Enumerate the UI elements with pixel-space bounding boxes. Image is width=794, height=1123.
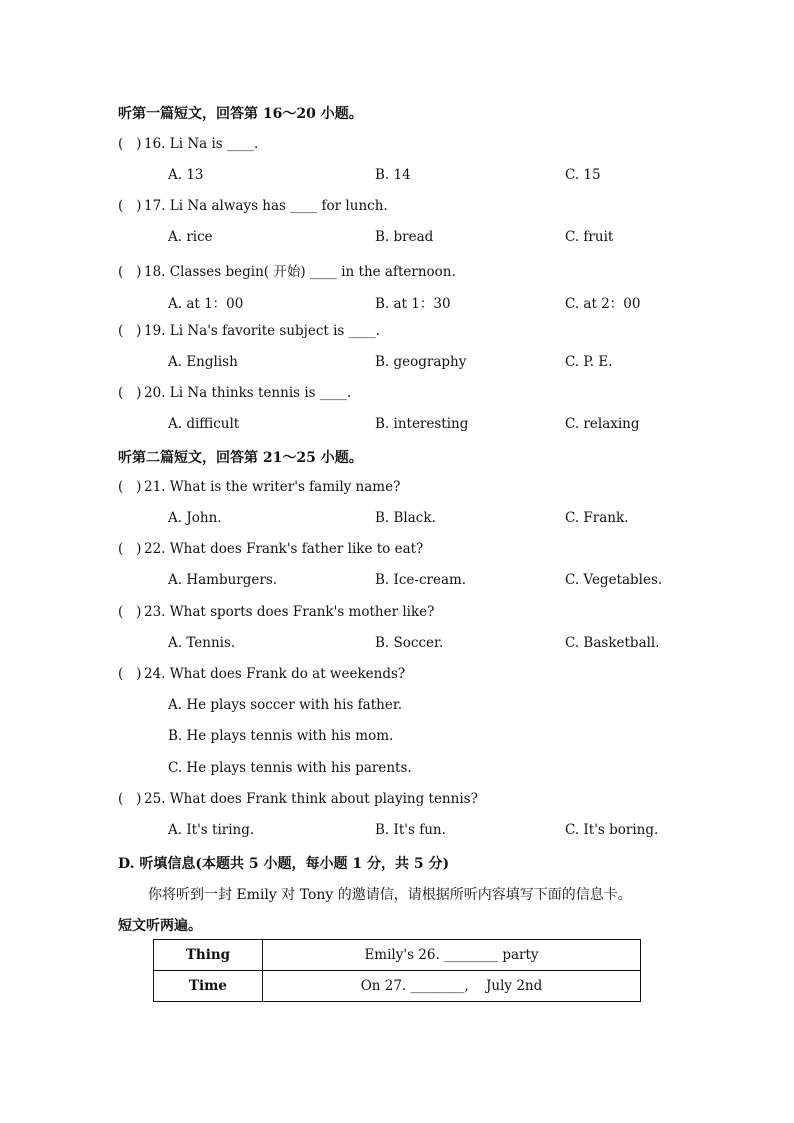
q17-option-b: B. bread bbox=[375, 229, 434, 245]
question-24 bbox=[118, 666, 405, 682]
answer-bracket: ( ) bbox=[118, 136, 142, 152]
q18-option-b: B. at 1：30 bbox=[375, 296, 451, 312]
info-card-table bbox=[153, 939, 641, 1002]
answer-bracket: ( ) bbox=[118, 385, 142, 401]
q21-option-c: C. Frank. bbox=[565, 510, 629, 526]
q23-option-a: A. Tennis. bbox=[168, 635, 236, 651]
question-20 bbox=[118, 385, 351, 401]
question-text: 25. What does Frank think about playing tennis? bbox=[144, 791, 478, 807]
q22-option-a: A. Hamburgers. bbox=[168, 572, 278, 588]
question-25 bbox=[118, 791, 478, 807]
question-18 bbox=[118, 260, 456, 280]
section2-heading: 听第二篇短文，回答第 21～25 小题。 bbox=[118, 450, 363, 466]
answer-bracket: ( ) bbox=[118, 479, 142, 495]
q24-option-b: B. He plays tennis with his mom. bbox=[168, 728, 394, 744]
q18-option-c: C. at 2：00 bbox=[565, 296, 641, 312]
q16-option-a: A. 13 bbox=[168, 167, 204, 183]
question-22 bbox=[118, 541, 423, 557]
q21-option-a: A. John. bbox=[168, 510, 222, 526]
q22-option-b: B. Ice-cream. bbox=[375, 572, 467, 588]
question-text: 20. Li Na thinks tennis is ____. bbox=[144, 385, 352, 401]
question-text: 22. What does Frank's father like to eat? bbox=[144, 541, 424, 557]
table-row bbox=[154, 971, 641, 1002]
question-16 bbox=[118, 136, 258, 152]
question-17 bbox=[118, 198, 388, 214]
answer-bracket: ( ) bbox=[118, 666, 142, 682]
question-text: 24. What does Frank do at weekends? bbox=[144, 666, 406, 682]
answer-bracket: ( ) bbox=[118, 604, 142, 620]
answer-bracket: ( ) bbox=[118, 791, 142, 807]
q18-option-a: A. at 1：00 bbox=[168, 296, 244, 312]
row-label-time: Time bbox=[154, 971, 263, 1002]
q21-option-b: B. Black. bbox=[375, 510, 436, 526]
question-text: 18. Classes begin( 开始) ____ in the afternoon. bbox=[144, 264, 456, 280]
q20-option-c: C. relaxing bbox=[565, 416, 640, 432]
sectionD-heading: D. 听填信息(本题共 5 小题，每小题 1 分，共 5 分) bbox=[118, 856, 450, 872]
sectionD-instruction: 你将听到一封 Emily 对 Tony 的邀请信，请根据所听内容填写下面的信息卡。 bbox=[148, 887, 632, 903]
question-text: 19. Li Na's favorite subject is ____. bbox=[144, 323, 380, 339]
q25-option-b: B. It's fun. bbox=[375, 822, 446, 838]
q22-option-c: C. Vegetables. bbox=[565, 572, 663, 588]
section1-heading: 听第一篇短文，回答第 16～20 小题。 bbox=[118, 106, 363, 122]
q25-option-c: C. It's boring. bbox=[565, 822, 659, 838]
q19-option-a: A. English bbox=[168, 354, 238, 370]
question-text: 16. Li Na is ____. bbox=[144, 136, 259, 152]
q17-option-a: A. rice bbox=[168, 229, 213, 245]
q24-option-a: A. He plays soccer with his father. bbox=[168, 697, 403, 713]
question-23 bbox=[118, 604, 434, 620]
row-value-thing: Emily's 26. ________ party bbox=[263, 940, 641, 971]
answer-bracket: ( ) bbox=[118, 323, 142, 339]
q16-option-c: C. 15 bbox=[565, 167, 601, 183]
question-19 bbox=[118, 323, 380, 339]
q17-option-c: C. fruit bbox=[565, 229, 614, 245]
answer-bracket: ( ) bbox=[118, 264, 142, 280]
q25-option-a: A. It's tiring. bbox=[168, 822, 255, 838]
q20-option-a: A. difficult bbox=[168, 416, 240, 432]
q16-option-b: B. 14 bbox=[375, 167, 411, 183]
q23-option-c: C. Basketball. bbox=[565, 635, 660, 651]
question-text: 23. What sports does Frank's mother like? bbox=[144, 604, 435, 620]
row-label-thing: Thing bbox=[154, 940, 263, 971]
row-value-time: On 27. ________, July 2nd bbox=[263, 971, 641, 1002]
sectionD-instruction-cont: 短文听两遍。 bbox=[118, 918, 202, 934]
q20-option-b: B. interesting bbox=[375, 416, 469, 432]
table-row bbox=[154, 940, 641, 971]
answer-bracket: ( ) bbox=[118, 541, 142, 557]
answer-bracket: ( ) bbox=[118, 198, 142, 214]
q19-option-c: C. P. E. bbox=[565, 354, 613, 370]
question-text: 21. What is the writer's family name? bbox=[144, 479, 401, 495]
q19-option-b: B. geography bbox=[375, 354, 467, 370]
question-21 bbox=[118, 479, 400, 495]
q23-option-b: B. Soccer. bbox=[375, 635, 444, 651]
question-text: 17. Li Na always has ____ for lunch. bbox=[144, 198, 388, 214]
q24-option-c: C. He plays tennis with his parents. bbox=[168, 760, 412, 776]
